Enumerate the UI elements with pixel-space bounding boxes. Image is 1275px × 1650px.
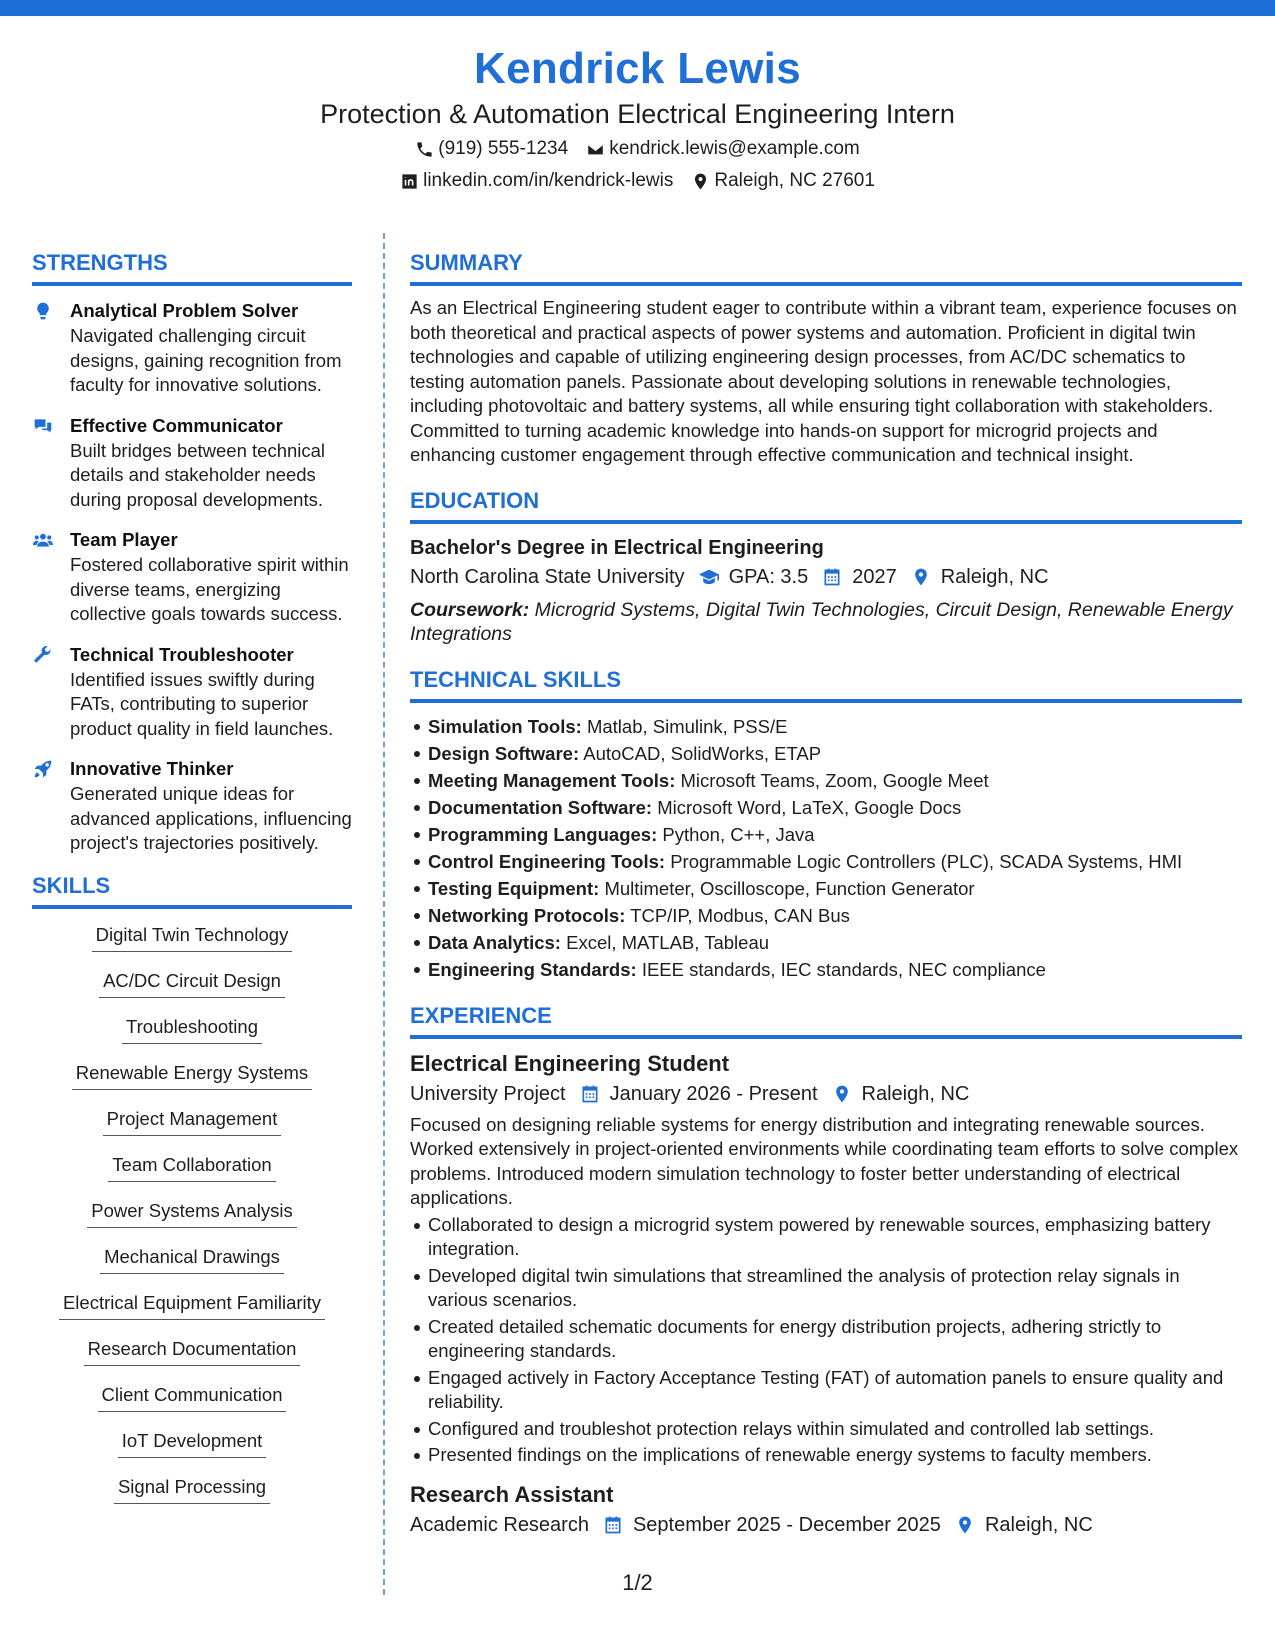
- job-location: Raleigh, NC: [984, 1513, 1093, 1536]
- skill-values: AutoCAD, SolidWorks, ETAP: [583, 742, 822, 764]
- skill-tag: Team Collaboration: [108, 1151, 275, 1182]
- coursework-label: Coursework:: [410, 598, 530, 621]
- list-item: [410, 713, 1242, 740]
- summary-heading: SUMMARY: [410, 248, 1242, 286]
- calendar-icon: [603, 1515, 623, 1535]
- location-text: Raleigh, NC 27601: [714, 170, 875, 191]
- calendar-icon: [822, 567, 842, 587]
- strength-item: [32, 756, 352, 856]
- strength-title: Technical Troubleshooter: [70, 643, 294, 665]
- map-marker-icon: [691, 172, 710, 191]
- column-divider: [383, 233, 385, 1595]
- skill-category: Data Analytics:: [428, 931, 561, 953]
- list-item: Developed digital twin simulations that streamlined the analysis of protection relay signals in various scenarios.: [410, 1264, 1242, 1313]
- graduation-cap-icon: [699, 567, 719, 587]
- coursework: [410, 598, 1242, 647]
- list-item: [410, 875, 1242, 902]
- job-description: Focused on designing reliable systems for energy distribution and integrating renewable sources. Worked extensively in project-oriented environments while coordinating team efforts to solve complex problems. Introduced modern simulation technology to foster better understanding of electrical applications.: [410, 1113, 1239, 1208]
- skill-tag: Research Documentation: [84, 1335, 301, 1366]
- technical-skills-list: [410, 713, 1242, 983]
- skill-values: Multimeter, Oscilloscope, Function Generator: [604, 877, 975, 899]
- job-meta: [410, 1510, 1242, 1540]
- linkedin-text: linkedin.com/in/kendrick-lewis: [423, 170, 674, 191]
- job-title: Electrical Engineering Student: [410, 1050, 730, 1076]
- location-contact: [691, 166, 875, 196]
- skill-tag: Signal Processing: [114, 1473, 270, 1504]
- skill-values: Microsoft Teams, Zoom, Google Meet: [680, 769, 989, 791]
- strength-item: [32, 527, 352, 627]
- skill-tag: Project Management: [103, 1105, 282, 1136]
- list-item: Collaborated to design a microgrid system powered by renewable sources, emphasizing battery integration.: [410, 1213, 1242, 1262]
- technical-skills-heading: TECHNICAL SKILLS: [410, 665, 1242, 703]
- map-marker-icon: [955, 1515, 975, 1535]
- email-text: kendrick.lewis@example.com: [609, 138, 860, 159]
- skill-tag: IoT Development: [118, 1427, 267, 1458]
- left-column: [32, 248, 352, 1519]
- skill-category: Control Engineering Tools:: [428, 850, 666, 872]
- map-marker-icon: [832, 1084, 852, 1104]
- strength-desc: Generated unique ideas for advanced applications, influencing project's trajectories positively.: [70, 783, 352, 853]
- list-item: Configured and troubleshot protection relays within simulated and controlled lab settings.: [410, 1417, 1242, 1442]
- degree-title: Bachelor's Degree in Electrical Engineering: [410, 536, 824, 559]
- strength-title: Analytical Problem Solver: [70, 300, 299, 321]
- skill-category: Engineering Standards:: [428, 958, 637, 980]
- phone-icon: [415, 140, 434, 159]
- strength-desc: Built bridges between technical details and stakeholder needs during proposal developments.: [70, 439, 326, 510]
- skill-values: TCP/IP, Modbus, CAN Bus: [630, 904, 850, 926]
- job-org: Academic Research: [410, 1513, 589, 1536]
- job-title: Research Assistant: [410, 1481, 614, 1507]
- strength-item: [32, 298, 352, 398]
- skill-tag: Electrical Equipment Familiarity: [59, 1289, 325, 1320]
- list-item: Created detailed schematic documents for energy distribution projects, adhering strictly to engineering standards.: [410, 1315, 1242, 1364]
- map-marker-icon: [911, 567, 931, 587]
- skill-category: Testing Equipment:: [428, 877, 600, 899]
- job-dates: September 2025 - December 2025: [632, 1513, 941, 1536]
- job-dates: January 2026 - Present: [609, 1082, 818, 1105]
- job-location: Raleigh, NC: [861, 1082, 970, 1105]
- skill-tag: AC/DC Circuit Design: [99, 967, 285, 998]
- wrench-icon: [32, 645, 54, 665]
- job-org: University Project: [410, 1082, 566, 1105]
- linkedin-contact[interactable]: [400, 166, 673, 196]
- school-name: North Carolina State University: [410, 565, 685, 588]
- strength-item: [32, 413, 352, 513]
- lightbulb-icon: [32, 301, 54, 321]
- education-heading: EDUCATION: [410, 486, 1242, 524]
- list-item: [410, 929, 1242, 956]
- top-accent-bar: [0, 0, 1275, 16]
- page-number: 1/2: [622, 1570, 653, 1595]
- graduation-year: 2027: [852, 565, 897, 588]
- skill-category: Simulation Tools:: [428, 715, 582, 737]
- skill-tag: Troubleshooting: [122, 1013, 262, 1044]
- skill-tag: Renewable Energy Systems: [72, 1059, 312, 1090]
- strength-title: Innovative Thinker: [70, 758, 234, 779]
- candidate-name: Kendrick Lewis: [474, 44, 801, 93]
- list-item: [410, 821, 1242, 848]
- list-item: [410, 767, 1242, 794]
- contact-row-1: [0, 134, 1275, 164]
- skill-tag: Client Communication: [98, 1381, 287, 1412]
- strength-desc: Fostered collaborative spirit within diverse teams, energizing collective goals towards success.: [70, 554, 349, 624]
- contact-row-2: [0, 166, 1275, 196]
- strength-item: [32, 642, 352, 742]
- skill-tag: Power Systems Analysis: [87, 1197, 297, 1228]
- skill-category: Meeting Management Tools:: [428, 769, 676, 791]
- gpa-text: GPA: 3.5: [728, 565, 809, 588]
- skill-values: Python, C++, Java: [662, 823, 815, 845]
- skill-values: Programmable Logic Controllers (PLC), SCADA Systems, HMI: [670, 850, 1183, 872]
- skill-tag: Digital Twin Technology: [92, 921, 293, 952]
- list-item: [410, 848, 1242, 875]
- list-item: [410, 740, 1242, 767]
- resume-header: [0, 42, 1275, 196]
- education-meta: [410, 562, 1242, 592]
- right-column: [410, 248, 1242, 1540]
- coursework-list: Microgrid Systems, Digital Twin Technologies, Circuit Design, Renewable Energy Integrations: [410, 598, 1233, 645]
- skill-category: Design Software:: [428, 742, 580, 764]
- strengths-heading: STRENGTHS: [32, 248, 352, 286]
- candidate-title: Protection & Automation Electrical Engineering Intern: [320, 99, 955, 129]
- linkedin-icon: [400, 172, 419, 191]
- job-meta: [410, 1079, 1242, 1109]
- education-location: Raleigh, NC: [940, 565, 1049, 588]
- skill-values: Matlab, Simulink, PSS/E: [586, 715, 788, 737]
- skill-tag: Mechanical Drawings: [100, 1243, 284, 1274]
- phone-text: (919) 555-1234: [438, 138, 569, 159]
- rocket-icon: [32, 759, 54, 779]
- users-icon: [32, 530, 54, 550]
- skill-values: Microsoft Word, LaTeX, Google Docs: [657, 796, 962, 818]
- skills-heading: SKILLS: [32, 871, 352, 909]
- skill-category: Documentation Software:: [428, 796, 653, 818]
- strength-desc: Navigated challenging circuit designs, gaining recognition from faculty for innovative solutions.: [70, 325, 342, 395]
- job-bullets: [410, 1213, 1242, 1468]
- list-item: [410, 794, 1242, 821]
- experience-heading: EXPERIENCE: [410, 1001, 1242, 1039]
- summary-text: As an Electrical Engineering student eager to contribute within a vibrant team, experience focuses on both theoretical and practical aspects of power systems and automation. Proficient in digital twin technologies and capable of utilizing engineering design processes, from AC/DC schematics to testing automation panels. Passionate about developing solutions in renewable technologies, including photovoltaic and battery systems, all while ensuring tight collaboration with stakeholders. Committed to turning academic knowledge into hands-on support for microgrid projects and enhancing customer engagement through effective communication and technical insight.: [410, 297, 1237, 465]
- strength-desc: Identified issues swiftly during FATs, contributing to superior product quality in field launches.: [70, 668, 334, 739]
- calendar-icon: [580, 1084, 600, 1104]
- skill-values: IEEE standards, IEC standards, NEC compliance: [641, 958, 1046, 980]
- skill-category: Networking Protocols:: [428, 904, 626, 926]
- skill-values: Excel, MATLAB, Tableau: [566, 931, 770, 953]
- list-item: [410, 956, 1242, 983]
- skills-list: [32, 921, 352, 1519]
- phone-contact[interactable]: [415, 134, 568, 164]
- strength-title: Effective Communicator: [70, 414, 283, 436]
- email-contact[interactable]: [586, 134, 860, 164]
- list-item: [410, 902, 1242, 929]
- list-item: Engaged actively in Factory Acceptance Testing (FAT) of automation panels to ensure quality and reliability.: [410, 1366, 1242, 1415]
- skill-category: Programming Languages:: [428, 823, 658, 845]
- envelope-icon: [586, 140, 605, 159]
- comments-icon: [32, 416, 54, 436]
- strength-title: Team Player: [70, 529, 178, 550]
- list-item: Presented findings on the implications of renewable energy systems to faculty members.: [410, 1443, 1242, 1468]
